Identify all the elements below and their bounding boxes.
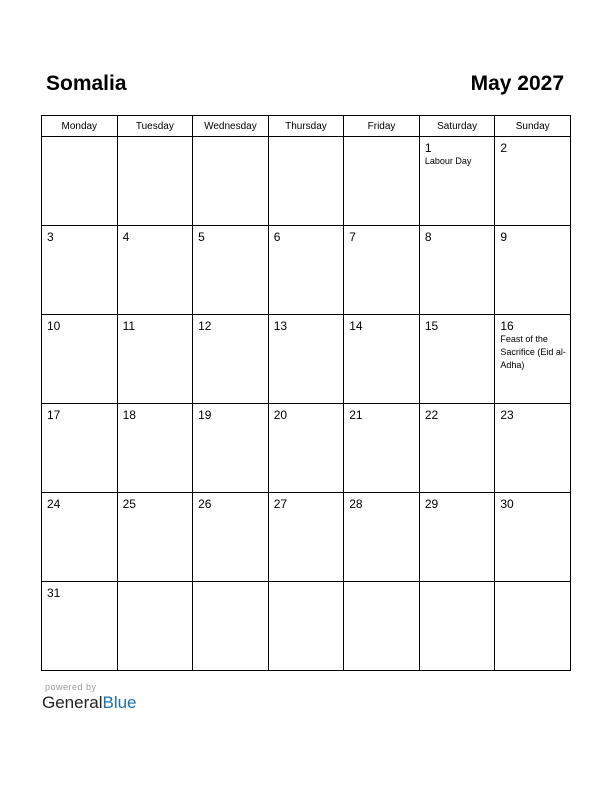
day-cell [344,493,420,582]
day-cell [344,404,420,493]
day-cell [495,226,571,315]
month-year-title: May 2027 [470,72,564,95]
day-cell [117,137,193,226]
day-cell [419,493,495,582]
day-cell [344,315,420,404]
day-cell [344,582,420,671]
day-number: 13 [273,319,288,333]
day-number: 12 [198,319,212,333]
day-number: 3 [47,230,54,244]
day-number: 23 [500,408,514,422]
day-cell [193,315,269,404]
day-cell [193,493,269,582]
day-number: 30 [500,497,514,511]
weekday-header: Friday [344,116,420,137]
day-cell [495,493,571,582]
day-cell [42,404,118,493]
day-number: 24 [47,497,61,511]
day-cell [117,493,193,582]
day-cell [268,582,344,671]
country-title: Somalia [46,72,127,95]
day-cell [193,404,269,493]
day-number: 17 [47,408,61,422]
day-number: 26 [198,497,212,511]
weekday-header: Sunday [495,116,571,137]
day-number: 14 [349,319,363,333]
day-cell [419,137,495,226]
day-number: 5 [198,230,205,244]
weekday-header: Tuesday [117,116,193,137]
week-row [42,226,571,315]
day-number: 16 [500,319,514,333]
day-cell [117,582,193,671]
day-cell [268,226,344,315]
day-number: 6 [273,230,281,244]
day-cell [117,226,193,315]
weekday-header: Monday [42,116,118,137]
day-number: 8 [424,230,432,244]
day-cell [419,226,495,315]
day-number: 27 [273,497,288,511]
day-cell [495,404,571,493]
holiday-label: Feast of the Sacrifice (Eid al-Adha) [500,334,566,370]
week-row [42,582,571,671]
day-cell [42,315,118,404]
day-cell [193,137,269,226]
weekday-header: Thursday [268,116,344,137]
powered-by-label: powered by [45,682,97,692]
day-number: 18 [122,408,136,422]
week-row [42,404,571,493]
day-number: 11 [122,319,136,333]
day-number: 9 [500,230,508,244]
day-cell [42,137,118,226]
weekday-header-row [42,116,571,137]
weekday-header: Saturday [419,116,495,137]
day-number: 28 [349,497,363,511]
day-cell [268,493,344,582]
day-number: 25 [122,497,136,511]
day-cell [193,226,269,315]
day-number: 7 [349,230,356,244]
day-cell [344,137,420,226]
day-cell [495,582,571,671]
day-number: 21 [349,408,363,422]
holiday-label: Labour Day [424,156,472,166]
day-number: 29 [424,497,439,511]
weekday-header: Wednesday [193,116,269,137]
day-number: 1 [424,141,432,155]
day-cell [419,404,495,493]
day-cell [344,226,420,315]
generalblue-logo[interactable] [42,693,137,713]
calendar-grid [41,115,571,671]
week-row [42,315,571,404]
day-number: 22 [424,408,439,422]
day-cell [495,315,571,404]
day-number: 20 [273,408,288,422]
day-cell [117,404,193,493]
day-cell [117,315,193,404]
day-number: 15 [424,319,439,333]
logo-general-text: General [42,693,103,712]
day-cell [42,582,118,671]
day-number: 19 [198,408,212,422]
day-number: 10 [47,319,61,333]
day-cell [193,582,269,671]
day-cell [419,582,495,671]
day-number: 31 [47,586,61,600]
day-cell [419,315,495,404]
day-cell [495,137,571,226]
day-cell [268,137,344,226]
day-number: 4 [122,230,130,244]
day-number: 2 [500,141,508,155]
day-cell [268,315,344,404]
day-cell [42,226,118,315]
week-row [42,493,571,582]
logo-blue-text: Blue [102,693,137,712]
day-cell [268,404,344,493]
week-row [42,137,571,226]
day-cell [42,493,118,582]
